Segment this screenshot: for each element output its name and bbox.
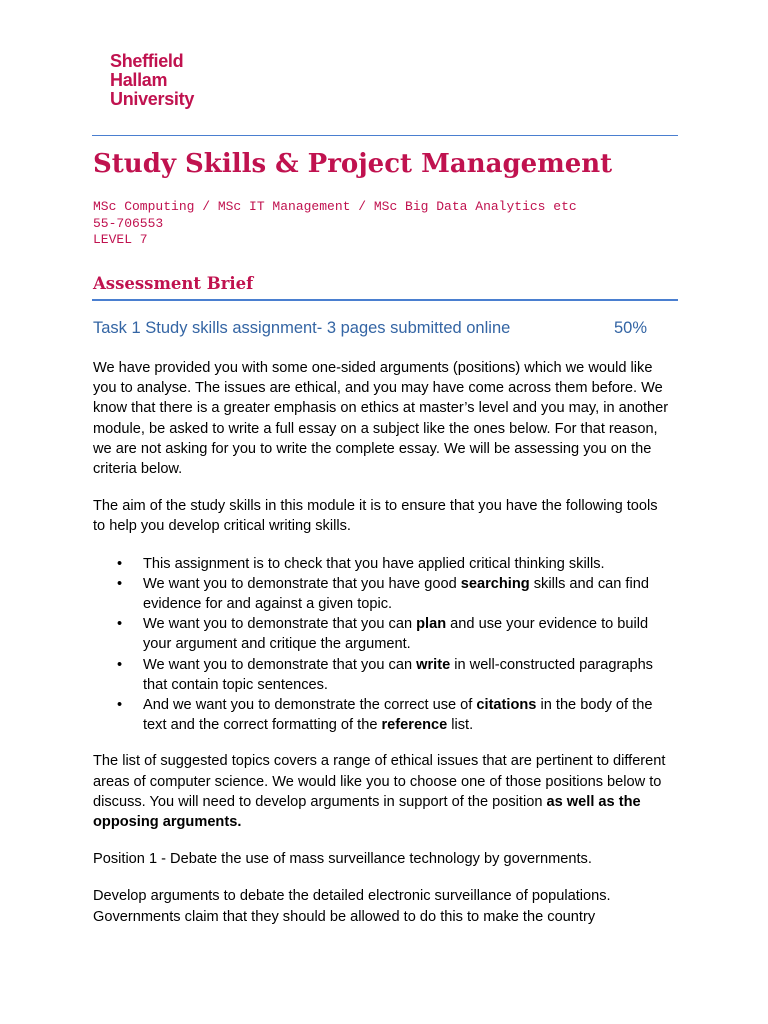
list-item-text: And we want you to demonstrate the correct use of xyxy=(143,697,477,714)
document-title: Study Skills & Project Management xyxy=(93,149,613,179)
bullet-icon: • xyxy=(117,656,123,673)
section-divider xyxy=(92,299,678,301)
bullet-icon: • xyxy=(117,616,123,633)
logo-line-2: Hallam xyxy=(110,70,168,90)
list-item-text: This assignment is to check that you have applied critical thinking skills. xyxy=(143,555,605,572)
list-item-text: skills and can find evidence for and against a given topic. xyxy=(143,575,649,613)
paragraph-text: The list of suggested topics covers a range of ethical issues that are pertinent to different areas of computer science. We would like you to choose one of those positions below to discuss. You will need to develop arguments in support of the position xyxy=(93,753,666,810)
task-heading xyxy=(93,317,653,339)
list-item-text: in the body of the text and the correct formatting of the xyxy=(143,697,653,734)
header-divider xyxy=(92,135,678,136)
emphasis-text: citations xyxy=(476,697,537,714)
emphasis-text: plan xyxy=(416,616,447,633)
paragraph-topics xyxy=(93,751,673,832)
list-item-text: and use your evidence to build your argument and critique the argument. xyxy=(143,616,649,653)
document-body xyxy=(93,358,673,944)
bullet-icon: • xyxy=(117,555,123,572)
emphasis-text: searching xyxy=(460,575,530,592)
logo-line-1: Sheffield xyxy=(110,51,184,71)
list-item-text: We want you to demonstrate that you can xyxy=(143,656,417,673)
logo-line-3: University xyxy=(110,89,195,109)
module-level: LEVEL 7 xyxy=(93,232,148,247)
emphasis-text: as well as the opposing arguments. xyxy=(93,793,641,831)
list-item xyxy=(93,574,673,614)
paragraph-intro: We have provided you with some one-sided arguments (positions) which we would like you to analyse. The issues are ethical, and you may have come across them before. We know that there is a greater emphasis on ethics at master’s level and you may, in another module, be asked to write a full essay on a subject like the ones below. For that reason, we are not asking for you to write the complete essay. We will be assessing you on the criteria below. xyxy=(93,360,669,478)
course-programmes: MSc Computing / MSc IT Management / MSc Big Data Analytics etc xyxy=(93,199,577,214)
list-item-text: list. xyxy=(447,717,474,734)
section-heading: Assessment Brief xyxy=(93,274,254,293)
criteria-list xyxy=(93,554,673,736)
task-label: Task 1 Study skills assignment- 3 pages submitted online xyxy=(93,319,511,337)
list-item-text: We want you to demonstrate that you have good xyxy=(143,575,461,592)
bullet-icon: • xyxy=(117,697,123,714)
course-info xyxy=(93,199,577,249)
list-item-text: in well-constructed paragraphs that contain topic sentences. xyxy=(143,656,653,693)
paragraph-position-1: Position 1 - Debate the use of mass surveillance technology by governments. xyxy=(93,851,592,868)
module-code: 55-706553 xyxy=(93,215,164,231)
emphasis-text: reference xyxy=(381,717,448,734)
emphasis-text: write xyxy=(416,656,451,673)
paragraph-position-detail: Develop arguments to debate the detailed electronic surveillance of populations. Governments claim that they should be allowed to do this to make the country xyxy=(93,888,611,925)
bullet-icon: • xyxy=(117,575,123,592)
paragraph-aim: The aim of the study skills in this module it is to ensure that you have the following tools to help you develop critical writing skills. xyxy=(93,498,658,535)
list-item xyxy=(93,655,673,695)
list-item-text: We want you to demonstrate that you can xyxy=(143,616,417,633)
task-weight: 50% xyxy=(614,319,648,337)
list-item xyxy=(93,554,673,574)
list-item xyxy=(93,695,673,735)
list-item xyxy=(93,614,673,654)
university-logo xyxy=(110,52,194,109)
